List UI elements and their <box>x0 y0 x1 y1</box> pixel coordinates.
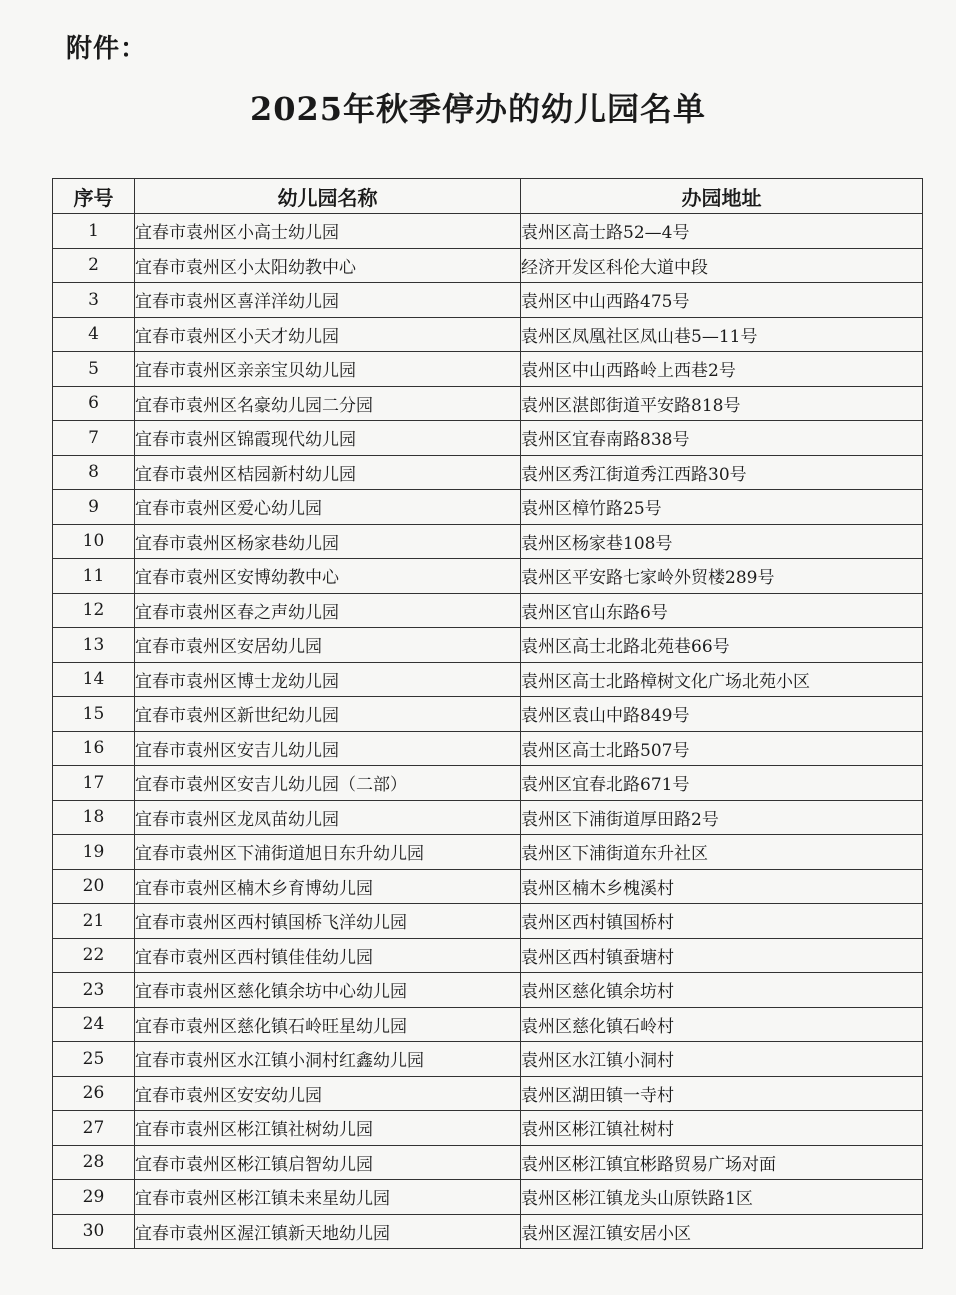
row-serial-number: 13 <box>53 628 135 663</box>
row-serial-number: 30 <box>53 1214 135 1249</box>
table-header-row <box>53 179 923 214</box>
table-row <box>53 1111 923 1146</box>
row-serial-number: 6 <box>53 386 135 421</box>
row-serial-number: 23 <box>53 973 135 1008</box>
row-kindergarten-name: 宜春市袁州区水江镇小洞村红鑫幼儿园 <box>135 1042 521 1077</box>
row-address: 经济开发区科伦大道中段 <box>521 248 923 283</box>
table-row <box>53 1214 923 1249</box>
row-serial-number: 29 <box>53 1180 135 1215</box>
row-serial-number: 5 <box>53 352 135 387</box>
row-kindergarten-name: 宜春市袁州区西村镇国桥飞洋幼儿园 <box>135 904 521 939</box>
row-kindergarten-name: 宜春市袁州区安吉儿幼儿园 <box>135 731 521 766</box>
row-address: 袁州区高士北路北苑巷66号 <box>521 628 923 663</box>
row-address: 袁州区慈化镇余坊村 <box>521 973 923 1008</box>
table-row <box>53 214 923 249</box>
row-kindergarten-name: 宜春市袁州区博士龙幼儿园 <box>135 662 521 697</box>
row-serial-number: 28 <box>53 1145 135 1180</box>
row-kindergarten-name: 宜春市袁州区渥江镇新天地幼儿园 <box>135 1214 521 1249</box>
row-kindergarten-name: 宜春市袁州区彬江镇启智幼儿园 <box>135 1145 521 1180</box>
attachment-label: 附件： <box>66 34 148 64</box>
row-serial-number: 25 <box>53 1042 135 1077</box>
row-serial-number: 2 <box>53 248 135 283</box>
row-kindergarten-name: 宜春市袁州区下浦街道旭日东升幼儿园 <box>135 835 521 870</box>
table-row <box>53 559 923 594</box>
row-serial-number: 15 <box>53 697 135 732</box>
row-kindergarten-name: 宜春市袁州区慈化镇石岭旺星幼儿园 <box>135 1007 521 1042</box>
row-address: 袁州区湛郎街道平安路818号 <box>521 386 923 421</box>
row-address: 袁州区慈化镇石岭村 <box>521 1007 923 1042</box>
row-address: 袁州区西村镇蚕塘村 <box>521 938 923 973</box>
row-kindergarten-name: 宜春市袁州区西村镇佳佳幼儿园 <box>135 938 521 973</box>
row-address: 袁州区高士北路樟树文化广场北苑小区 <box>521 662 923 697</box>
row-kindergarten-name: 宜春市袁州区龙凤苗幼儿园 <box>135 800 521 835</box>
header-address: 办园地址 <box>521 179 923 214</box>
table-body <box>53 214 923 1249</box>
row-kindergarten-name: 宜春市袁州区安安幼儿园 <box>135 1076 521 1111</box>
row-address: 袁州区彬江镇龙头山原铁路1区 <box>521 1180 923 1215</box>
row-kindergarten-name: 宜春市袁州区桔园新村幼儿园 <box>135 455 521 490</box>
row-kindergarten-name: 宜春市袁州区安博幼教中心 <box>135 559 521 594</box>
row-address: 袁州区樟竹路25号 <box>521 490 923 525</box>
row-kindergarten-name: 宜春市袁州区安居幼儿园 <box>135 628 521 663</box>
row-serial-number: 27 <box>53 1111 135 1146</box>
row-kindergarten-name: 宜春市袁州区名豪幼儿园二分园 <box>135 386 521 421</box>
table-row <box>53 662 923 697</box>
table-row <box>53 731 923 766</box>
row-serial-number: 24 <box>53 1007 135 1042</box>
table-row <box>53 283 923 318</box>
row-serial-number: 3 <box>53 283 135 318</box>
row-kindergarten-name: 宜春市袁州区慈化镇余坊中心幼儿园 <box>135 973 521 1008</box>
table-row <box>53 1180 923 1215</box>
table-row <box>53 524 923 559</box>
row-kindergarten-name: 宜春市袁州区彬江镇未来星幼儿园 <box>135 1180 521 1215</box>
row-serial-number: 4 <box>53 317 135 352</box>
row-serial-number: 17 <box>53 766 135 801</box>
table-row <box>53 628 923 663</box>
table-row <box>53 490 923 525</box>
row-address: 袁州区彬江镇宜彬路贸易广场对面 <box>521 1145 923 1180</box>
row-kindergarten-name: 宜春市袁州区楠木乡育博幼儿园 <box>135 869 521 904</box>
row-kindergarten-name: 宜春市袁州区亲亲宝贝幼儿园 <box>135 352 521 387</box>
row-serial-number: 8 <box>53 455 135 490</box>
header-serial-number: 序号 <box>53 179 135 214</box>
row-serial-number: 16 <box>53 731 135 766</box>
table-row <box>53 1145 923 1180</box>
table-row <box>53 593 923 628</box>
table-row <box>53 317 923 352</box>
row-address: 袁州区下浦街道东升社区 <box>521 835 923 870</box>
table-row <box>53 938 923 973</box>
row-address: 袁州区彬江镇社树村 <box>521 1111 923 1146</box>
row-address: 袁州区平安路七家岭外贸楼289号 <box>521 559 923 594</box>
row-address: 袁州区湖田镇一寺村 <box>521 1076 923 1111</box>
row-address: 袁州区渥江镇安居小区 <box>521 1214 923 1249</box>
row-address: 袁州区水江镇小洞村 <box>521 1042 923 1077</box>
row-serial-number: 9 <box>53 490 135 525</box>
table-row <box>53 1042 923 1077</box>
row-address: 袁州区袁山中路849号 <box>521 697 923 732</box>
row-address: 袁州区秀江街道秀江西路30号 <box>521 455 923 490</box>
row-kindergarten-name: 宜春市袁州区小天才幼儿园 <box>135 317 521 352</box>
table-row <box>53 904 923 939</box>
row-serial-number: 18 <box>53 800 135 835</box>
row-kindergarten-name: 宜春市袁州区锦霞现代幼儿园 <box>135 421 521 456</box>
row-kindergarten-name: 宜春市袁州区小太阳幼教中心 <box>135 248 521 283</box>
row-kindergarten-name: 宜春市袁州区安吉儿幼儿园（二部） <box>135 766 521 801</box>
table-row <box>53 869 923 904</box>
row-address: 袁州区中山西路475号 <box>521 283 923 318</box>
table-row <box>53 248 923 283</box>
row-address: 袁州区宜春南路838号 <box>521 421 923 456</box>
row-kindergarten-name: 宜春市袁州区春之声幼儿园 <box>135 593 521 628</box>
row-kindergarten-name: 宜春市袁州区小高士幼儿园 <box>135 214 521 249</box>
row-kindergarten-name: 宜春市袁州区彬江镇社树幼儿园 <box>135 1111 521 1146</box>
row-serial-number: 21 <box>53 904 135 939</box>
row-address: 袁州区高士北路507号 <box>521 731 923 766</box>
table-row <box>53 421 923 456</box>
table-row <box>53 455 923 490</box>
table-row <box>53 800 923 835</box>
table-row <box>53 1076 923 1111</box>
row-serial-number: 20 <box>53 869 135 904</box>
table-row <box>53 766 923 801</box>
table-row <box>53 1007 923 1042</box>
row-serial-number: 12 <box>53 593 135 628</box>
header-kindergarten-name: 幼儿园名称 <box>135 179 521 214</box>
row-address: 袁州区下浦街道厚田路2号 <box>521 800 923 835</box>
row-serial-number: 19 <box>53 835 135 870</box>
row-serial-number: 10 <box>53 524 135 559</box>
row-kindergarten-name: 宜春市袁州区杨家巷幼儿园 <box>135 524 521 559</box>
row-kindergarten-name: 宜春市袁州区新世纪幼儿园 <box>135 697 521 732</box>
row-serial-number: 7 <box>53 421 135 456</box>
row-serial-number: 22 <box>53 938 135 973</box>
row-address: 袁州区宜春北路671号 <box>521 766 923 801</box>
table-row <box>53 973 923 1008</box>
table-row <box>53 386 923 421</box>
row-address: 袁州区高士路52—4号 <box>521 214 923 249</box>
table-row <box>53 352 923 387</box>
row-serial-number: 1 <box>53 214 135 249</box>
row-address: 袁州区楠木乡槐溪村 <box>521 869 923 904</box>
row-address: 袁州区杨家巷108号 <box>521 524 923 559</box>
row-serial-number: 11 <box>53 559 135 594</box>
kindergarten-table <box>52 178 923 1249</box>
row-serial-number: 14 <box>53 662 135 697</box>
row-address: 袁州区官山东路6号 <box>521 593 923 628</box>
row-kindergarten-name: 宜春市袁州区喜洋洋幼儿园 <box>135 283 521 318</box>
row-address: 袁州区中山西路岭上西巷2号 <box>521 352 923 387</box>
row-serial-number: 26 <box>53 1076 135 1111</box>
row-address: 袁州区凤凰社区凤山巷5—11号 <box>521 317 923 352</box>
row-address: 袁州区西村镇国桥村 <box>521 904 923 939</box>
table-row <box>53 697 923 732</box>
row-kindergarten-name: 宜春市袁州区爱心幼儿园 <box>135 490 521 525</box>
document-title: 2025年秋季停办的幼儿园名单 <box>249 90 707 128</box>
table-row <box>53 835 923 870</box>
